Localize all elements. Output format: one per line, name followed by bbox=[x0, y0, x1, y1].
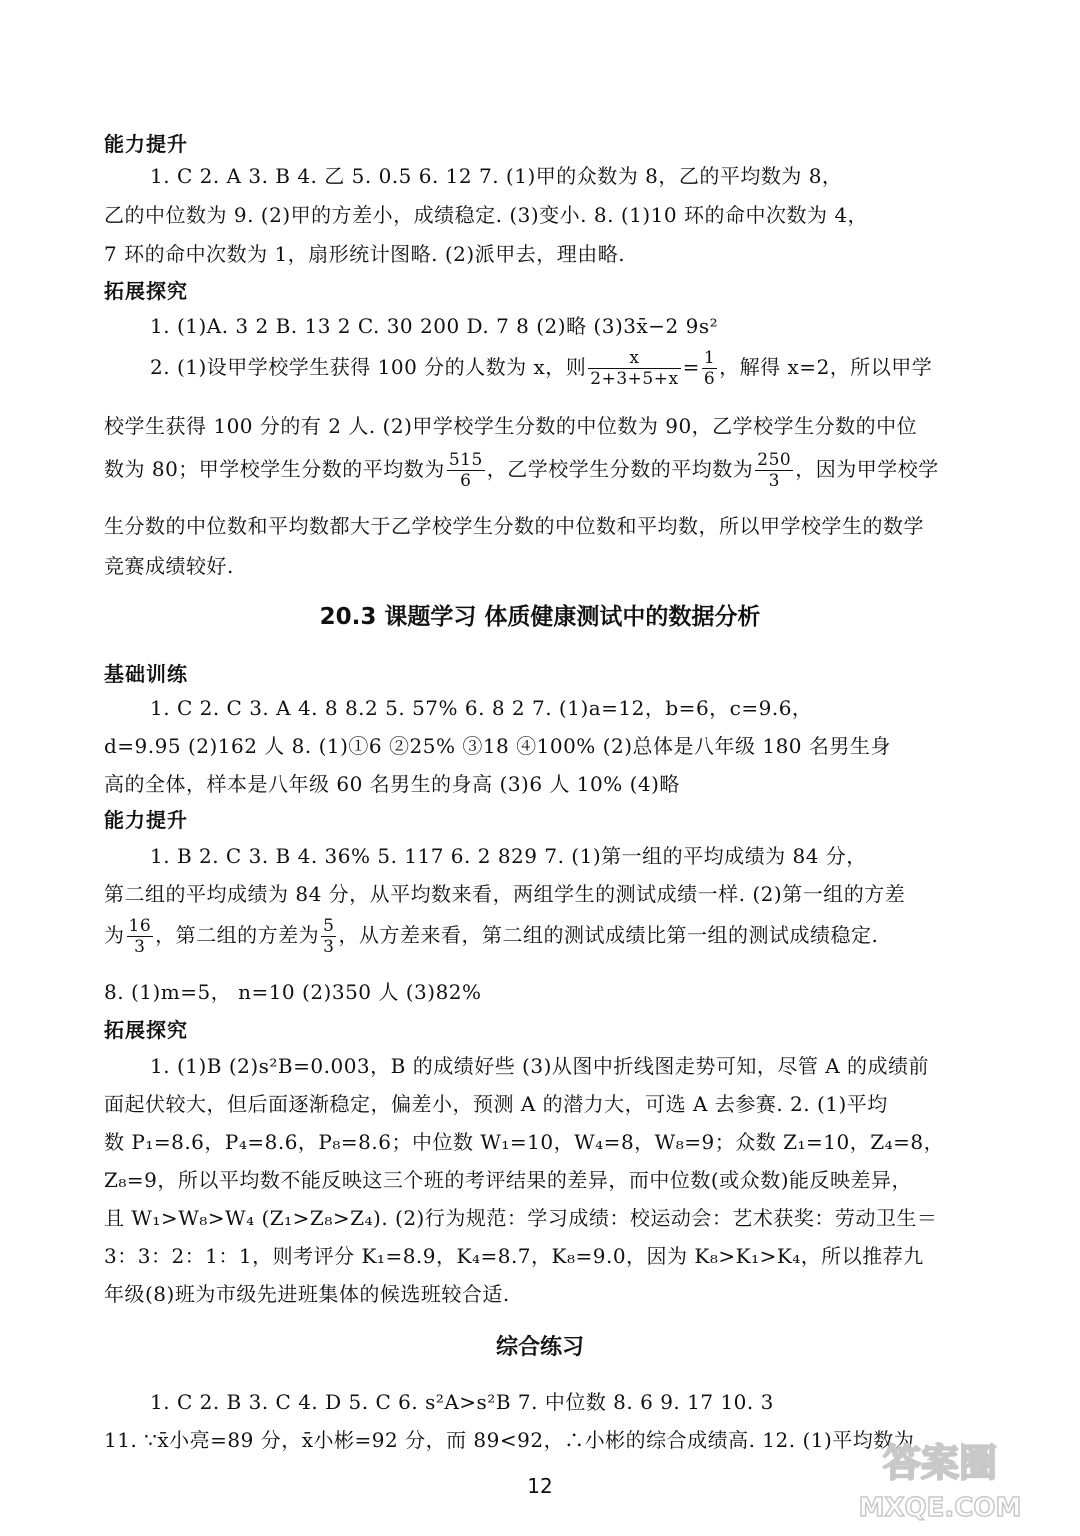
fraction-denominator: 3 bbox=[134, 937, 146, 957]
text-line: 11. ∵x̄小亮=89 分，x̄小彬=92 分，而 89<92，∴小彬的综合成绩高. 12. (1)平均数为 bbox=[104, 1428, 915, 1452]
fraction-denominator: 3 bbox=[768, 471, 780, 491]
text-line: 数 P₁=8.6，P₄=8.6，P₈=8.6；中位数 W₁=10，W₄=8，W₈=9；众数 Z₁=10，Z₄=8， bbox=[104, 1130, 945, 1154]
text-line bbox=[104, 450, 939, 491]
fraction-denominator: 6 bbox=[460, 471, 472, 491]
section-heading-extension: 拓展探究 bbox=[104, 279, 188, 303]
text-line: 且 W₁>W₈>W₄ (Z₁>Z₈>Z₄). (2)行为规范：学习成绩：校运动会：艺术获奖：劳动卫生＝ bbox=[104, 1206, 938, 1230]
text-segment: ，解得 x=2，所以甲学 bbox=[719, 355, 933, 379]
text-line: 生分数的中位数和平均数都大于乙学校学生分数的中位数和平均数，所以甲学校学生的数学 bbox=[104, 514, 924, 538]
watermark-logo bbox=[840, 1428, 1040, 1528]
text-line: d=9.95 (2)162 人 8. (1)①6 ②25% ③18 ④100% (2)总体是八年级 180 名男生身 bbox=[104, 734, 891, 758]
fraction-numerator: 16 bbox=[128, 916, 152, 936]
fraction-denominator: 3 bbox=[323, 937, 335, 957]
fraction-numerator: 1 bbox=[703, 348, 716, 368]
text-line: 7 环的命中次数为 1，扇形统计图略. (2)派甲去，理由略. bbox=[104, 242, 626, 266]
text-segment: 数为 80；甲学校学生分数的平均数为 bbox=[104, 457, 445, 481]
text-line: 竞赛成绩较好. bbox=[104, 554, 234, 578]
section-heading-extension: 拓展探究 bbox=[104, 1018, 188, 1042]
watermark-top: 答案圈 bbox=[882, 1441, 998, 1485]
text-line: 乙的中位数为 9. (2)甲的方差小，成绩稳定. (3)变小. 8. (1)10 环的命中次数为 4， bbox=[104, 203, 869, 227]
text-line: 高的全体，样本是八年级 60 名男生的身高 (3)6 人 10% (4)略 bbox=[104, 772, 680, 796]
text-line: 面起伏较大，但后面逐渐稳定，偏差小，预测 A 的潜力大，可选 A 去参赛. 2. (1)平均 bbox=[104, 1092, 888, 1116]
fraction-numerator: 250 bbox=[757, 450, 792, 470]
watermark-bottom: MXQE.COM bbox=[858, 1493, 1022, 1523]
text-segment: ，从方差来看，第二组的测试成绩比第一组的测试成绩稳定. bbox=[338, 923, 879, 947]
page-number: 12 bbox=[527, 1474, 553, 1498]
fraction bbox=[702, 348, 717, 389]
text-line: 1. C 2. A 3. B 4. 乙 5. 0.5 6. 12 7. (1)甲的众数为 8，乙的平均数为 8， bbox=[150, 164, 843, 188]
text-line: 8. (1)m=5， n=10 (2)350 人 (3)82% bbox=[104, 980, 482, 1004]
text-line bbox=[104, 916, 878, 957]
text-line: 1. B 2. C 3. B 4. 36% 5. 117 6. 2 829 7. (1)第一组的平均成绩为 84 分， bbox=[150, 844, 867, 868]
text-segment: = bbox=[682, 355, 700, 379]
text-line: 1. (1)A. 3 2 B. 13 2 C. 30 200 D. 7 8 (2)略 (3)3x̄−2 9s² bbox=[150, 314, 719, 338]
text-segment: ，因为甲学校学 bbox=[795, 457, 939, 481]
text-line: 1. (1)B (2)s²B=0.003，B 的成绩好些 (3)从图中折线图走势可知，尽管 A 的成绩前 bbox=[150, 1054, 930, 1078]
fraction bbox=[588, 348, 680, 389]
section-heading-basic: 基础训练 bbox=[104, 662, 188, 686]
fraction bbox=[447, 450, 485, 491]
fraction bbox=[755, 450, 793, 491]
text-line: 校学生获得 100 分的有 2 人. (2)甲学校学生分数的中位数为 90，乙学校学生分数的中位 bbox=[104, 414, 918, 438]
text-line bbox=[150, 348, 932, 389]
text-line: 3：3：2：1：1，则考评分 K₁=8.9，K₄=8.7，K₈=9.0，因为 K₈>K₁>K₄，所以推荐九 bbox=[104, 1244, 924, 1268]
text-line: 第二组的平均成绩为 84 分，从平均数来看，两组学生的测试成绩一样. (2)第一组的方差 bbox=[104, 882, 906, 906]
text-line: Z₈=9，所以平均数不能反映这三个班的考评结果的差异，而中位数(或众数)能反映差异， bbox=[104, 1168, 913, 1192]
text-segment: 为 bbox=[104, 923, 125, 947]
text-segment: 2. (1)设甲学校学生获得 100 分的人数为 x，则 bbox=[150, 355, 587, 379]
text-line: 1. C 2. B 3. C 4. D 5. C 6. s²A>s²B 7. 中位数 8. 6 9. 17 10. 3 bbox=[150, 1390, 774, 1414]
fraction-numerator: x bbox=[588, 348, 680, 369]
fraction-denominator: 6 bbox=[703, 369, 716, 389]
fraction bbox=[127, 916, 154, 957]
fraction bbox=[321, 916, 336, 957]
section-heading-ability: 能力提升 bbox=[104, 132, 188, 156]
section-title: 20.3 课题学习 体质健康测试中的数据分析 bbox=[319, 604, 761, 630]
section-title: 综合练习 bbox=[495, 1335, 584, 1360]
text-line: 1. C 2. C 3. A 4. 8 8.2 5. 57% 6. 8 2 7. (1)a=12，b=6，c=9.6， bbox=[150, 696, 813, 720]
text-line: 年级(8)班为市级先进班集体的候选班较合适. bbox=[104, 1282, 510, 1306]
fraction-numerator: 5 bbox=[323, 916, 335, 936]
section-heading-ability: 能力提升 bbox=[104, 808, 188, 832]
fraction-numerator: 515 bbox=[448, 450, 483, 470]
fraction-denominator: 2+3+5+x bbox=[590, 369, 679, 389]
text-segment: ，第二组的方差为 bbox=[155, 923, 320, 947]
text-segment: ，乙学校学生分数的平均数为 bbox=[486, 457, 754, 481]
